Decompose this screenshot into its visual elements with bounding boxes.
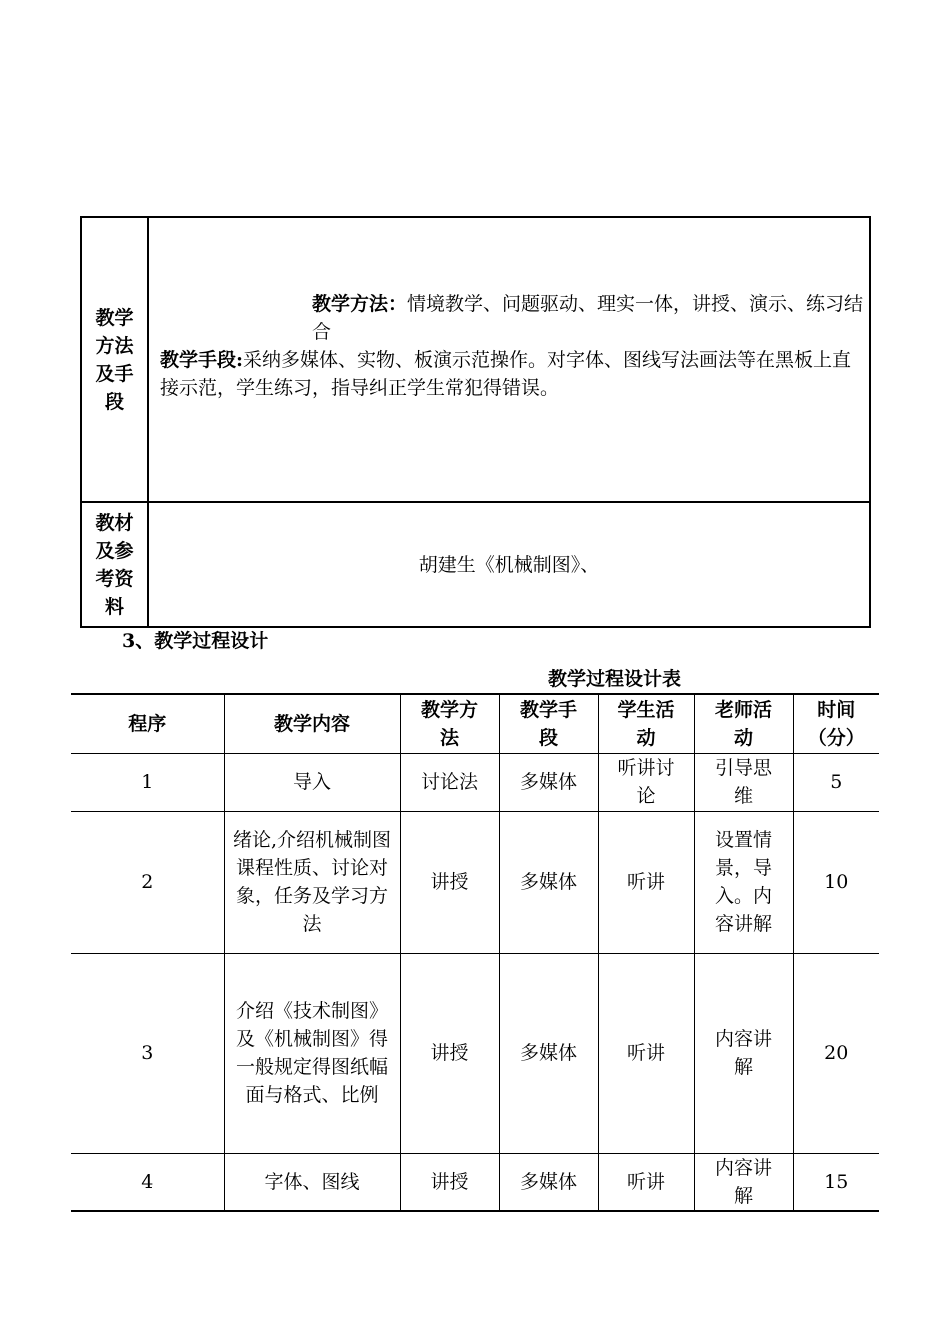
- cell-student: 听讲: [598, 811, 694, 953]
- header-step: 程序: [71, 694, 224, 753]
- cell-means: 多媒体: [499, 811, 598, 953]
- teaching-means-text: 教学手段:采纳多媒体、实物、板演示范操作。对字体、图线写法画法等在黑板上直接示范，学生练习，指导纠正学生常犯得错误。: [160, 349, 852, 399]
- cell-means: 多媒体: [499, 953, 598, 1153]
- table-caption: 教学过程设计表: [548, 668, 682, 690]
- info-table: [80, 216, 871, 628]
- cell-teacher: 引导思维: [694, 753, 793, 811]
- cell-content: 绪论,介绍机械制图课程性质、讨论对象，任务及学习方法: [224, 811, 400, 953]
- header-time: 时间（分）: [793, 694, 879, 753]
- cell-content: 介绍《技术制图》及《机械制图》得一般规定得图纸幅面与格式、比例: [224, 953, 400, 1153]
- cell-step: 4: [71, 1153, 224, 1211]
- cell-teacher: 设置情景，导入。内容讲解: [694, 811, 793, 953]
- header-method: 教学方法: [400, 694, 499, 753]
- cell-method: 讲授: [400, 953, 499, 1153]
- header-content: 教学内容: [224, 694, 400, 753]
- header-student: 学生活动: [598, 694, 694, 753]
- materials-label: 教材 及参 考资 料: [81, 502, 148, 627]
- cell-teacher: 内容讲解: [694, 953, 793, 1153]
- teaching-method-text: 教学方法：情境教学、问题驱动、理实一体，讲授、演示、练习结合: [312, 293, 864, 343]
- header-teacher: 老师活动: [694, 694, 793, 753]
- cell-time: 15: [793, 1153, 879, 1211]
- methods-cell: [148, 217, 870, 502]
- header-row: [71, 694, 879, 753]
- materials-text: 胡建生《机械制图》、: [148, 502, 870, 627]
- header-means: 教学手段: [499, 694, 598, 753]
- cell-time: 5: [793, 753, 879, 811]
- table-row: [71, 1153, 879, 1211]
- cell-method: 讲授: [400, 1153, 499, 1211]
- methods-row: [81, 217, 870, 502]
- cell-method: 讲授: [400, 811, 499, 953]
- section-heading: 3、教学过程设计: [122, 630, 269, 652]
- cell-means: 多媒体: [499, 1153, 598, 1211]
- cell-means: 多媒体: [499, 753, 598, 811]
- cell-step: 2: [71, 811, 224, 953]
- table-row: [71, 811, 879, 953]
- cell-time: 20: [793, 953, 879, 1153]
- process-table: [71, 693, 879, 1212]
- methods-label: 教学 方法 及手 段: [81, 217, 148, 502]
- cell-time: 10: [793, 811, 879, 953]
- cell-content: 导入: [224, 753, 400, 811]
- cell-student: 听讲: [598, 953, 694, 1153]
- cell-content: 字体、图线: [224, 1153, 400, 1211]
- cell-step: 1: [71, 753, 224, 811]
- cell-student: 听讲: [598, 1153, 694, 1211]
- cell-method: 讨论法: [400, 753, 499, 811]
- cell-teacher: 内容讲解: [694, 1153, 793, 1211]
- table-row: [71, 753, 879, 811]
- cell-student: 听讲讨论: [598, 753, 694, 811]
- cell-step: 3: [71, 953, 224, 1153]
- table-row: [71, 953, 879, 1153]
- materials-row: [81, 502, 870, 627]
